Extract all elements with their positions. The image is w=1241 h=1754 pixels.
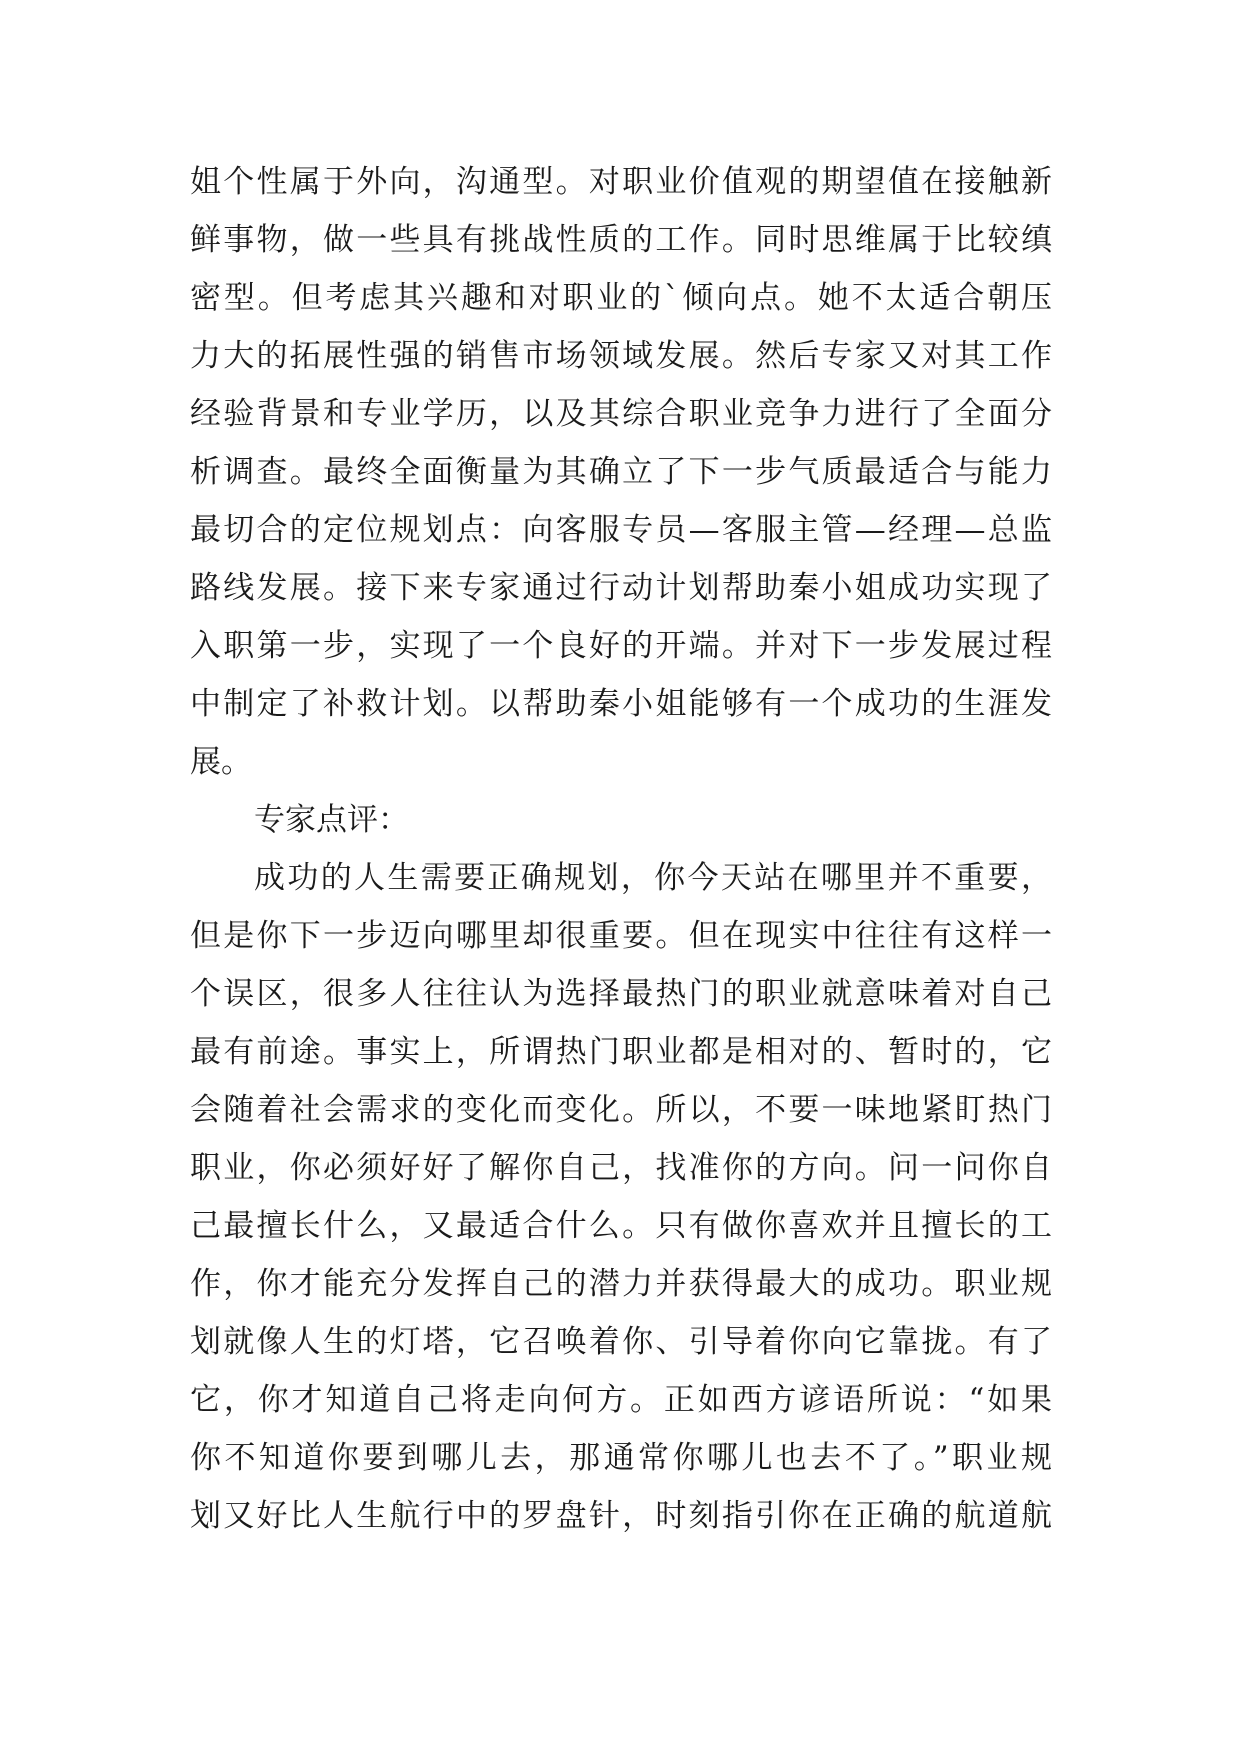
text-line: 入职第一步，实现了一个良好的开端。并对下一步发展过程	[190, 628, 1052, 664]
text-line: 会随着社会需求的变化而变化。所以，不要一味地紧盯热门	[190, 1092, 1052, 1128]
text-line: 最有前途。事实上，所谓热门职业都是相对的、暂时的，它	[190, 1034, 1052, 1070]
text-line: 析调查。最终全面衡量为其确立了下一步气质最适合与能力	[190, 454, 1052, 490]
text-line: 己最擅长什么，又最适合什么。只有做你喜欢并且擅长的工	[190, 1208, 1052, 1244]
text-line: 作，你才能充分发挥自己的潜力并获得最大的成功。职业规	[190, 1266, 1052, 1302]
text-line: 你不知道你要到哪儿去，那通常你哪儿也去不了。”职业规	[190, 1440, 1052, 1476]
text-line: 经验背景和专业学历，以及其综合职业竞争力进行了全面分	[190, 396, 1052, 432]
text-line: 职业，你必须好好了解你自己，找准你的方向。问一问你自	[190, 1150, 1052, 1186]
body-text	[190, 153, 1052, 1545]
text-line: 中制定了补救计划。以帮助秦小姐能够有一个成功的生涯发	[190, 686, 1052, 722]
text-line: 展。	[190, 744, 252, 780]
text-line: 姐个性属于外向，沟通型。对职业价值观的期望值在接触新	[190, 164, 1052, 200]
text-line: 密型。但考虑其兴趣和对职业的`倾向点。她不太适合朝压	[190, 280, 1052, 316]
section-heading: 专家点评：	[254, 802, 409, 838]
text-line: 它，你才知道自己将走向何方。正如西方谚语所说：“如果	[190, 1382, 1052, 1418]
text-line: 路线发展。接下来专家通过行动计划帮助秦小姐成功实现了	[190, 570, 1052, 606]
text-line: 划又好比人生航行中的罗盘针，时刻指引你在正确的航道航	[190, 1498, 1052, 1534]
text-line: 鲜事物，做一些具有挑战性质的工作。同时思维属于比较缜	[190, 222, 1052, 258]
text-line: 最切合的定位规划点：向客服专员—客服主管—经理—总监	[190, 512, 1052, 548]
text-line: 但是你下一步迈向哪里却很重要。但在现实中往往有这样一	[190, 918, 1052, 954]
text-line: 个误区，很多人往往认为选择最热门的职业就意味着对自己	[190, 976, 1052, 1012]
text-line: 划就像人生的灯塔，它召唤着你、引导着你向它靠拢。有了	[190, 1324, 1052, 1360]
text-line: 成功的人生需要正确规划，你今天站在哪里并不重要，	[254, 860, 1052, 896]
text-line: 力大的拓展性强的销售市场领域发展。然后专家又对其工作	[190, 338, 1052, 374]
